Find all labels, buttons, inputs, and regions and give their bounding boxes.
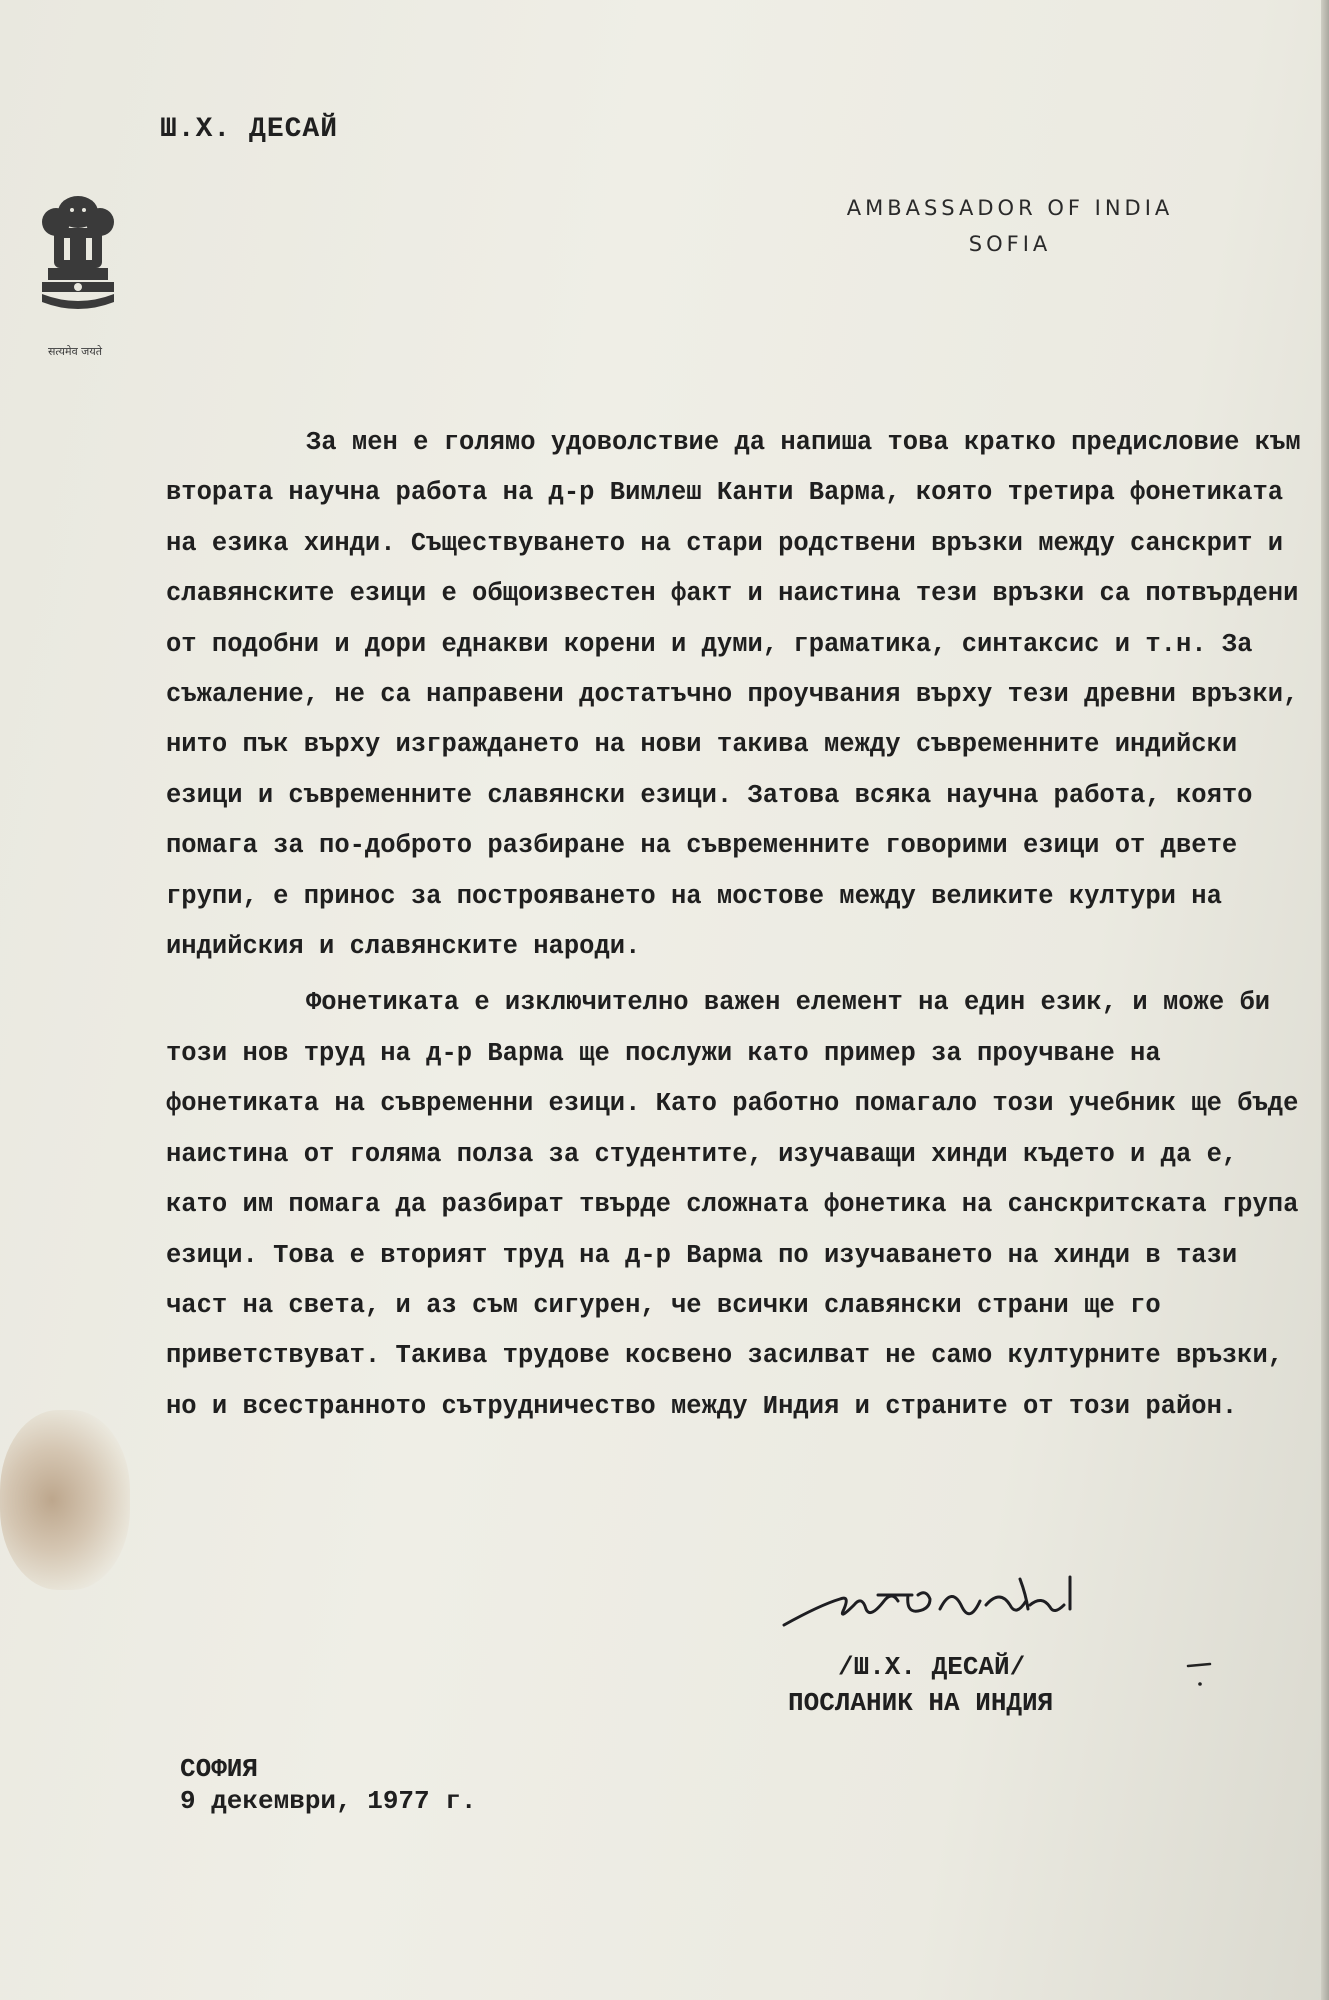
india-emblem-icon [28,190,128,320]
handwritten-signature [780,1565,1210,1635]
emblem-motto: सत्यमेव जयते [47,345,102,358]
signatory-title: ПОСЛАНИК НА ИНДИЯ [788,1688,1054,1718]
sender-name: Ш.Х. ДЕСАЙ [160,114,339,145]
water-stain [0,1410,130,1590]
signatory-name: /Ш.Х. ДЕСАЙ/ [838,1652,1026,1682]
letter-paragraph-1: За мен е голямо удоволствие да напиша това кратко предисловие към втората научна работа на д-р Вимлеш Канти Варма, която третира фонетиката на езика хинди. Съществуването на стари родствени връзки между санскрит и славянските езици е общоизвестен факт и наистина тези връзки са потвърдени от подобни и дори еднакви корени и думи, граматика, синтаксис и т.н. За съжаление, не са направени достатъчно проучвания върху тези древни връзки, нито пък върху изграждането на нови такива между съвременните индийски езици и съвременните славянски езици. Затова всяка научна работа, която помага за по-доброто разбиране на съвременните говорими езици от двете групи, е принос за построяването на мостове между великите култури на индийския и славянските народи. [166,428,1301,962]
footer-place: СОФИЯ [180,1754,259,1784]
footer-date: 9 декември, 1977 г. [180,1786,477,1816]
letterhead-title: AMBASSADOR OF INDIA [846,196,1174,220]
pen-mark-icon [1186,1660,1216,1690]
letterhead [780,196,1240,256]
letterhead-city: SOFIA [968,232,1052,256]
letter-paragraph-2: Фонетиката е изключително важен елемент на един език, и може би този нов труд на д-р Варма ще послужи като пример за проучване на фонетиката на съвременни езици. Като работно помагало този учебник ще бъде наистина от голяма полза за студентите, изучаващи хинди където и да е, като им помага да разбират твърде сложната фонетика на санскритската група езици. Това е вторият труд на д-р Варма по изучаването на хинди в тази част на света, и аз съм сигурен, че всички славянски страни ще го приветствуват. Такива трудове косвено засилват не само културните връзки, но и всестранното сътрудничество между Индия и страните от този район. [166,988,1299,1421]
page-edge [1321,0,1329,2000]
letter-body [166,418,1306,1432]
